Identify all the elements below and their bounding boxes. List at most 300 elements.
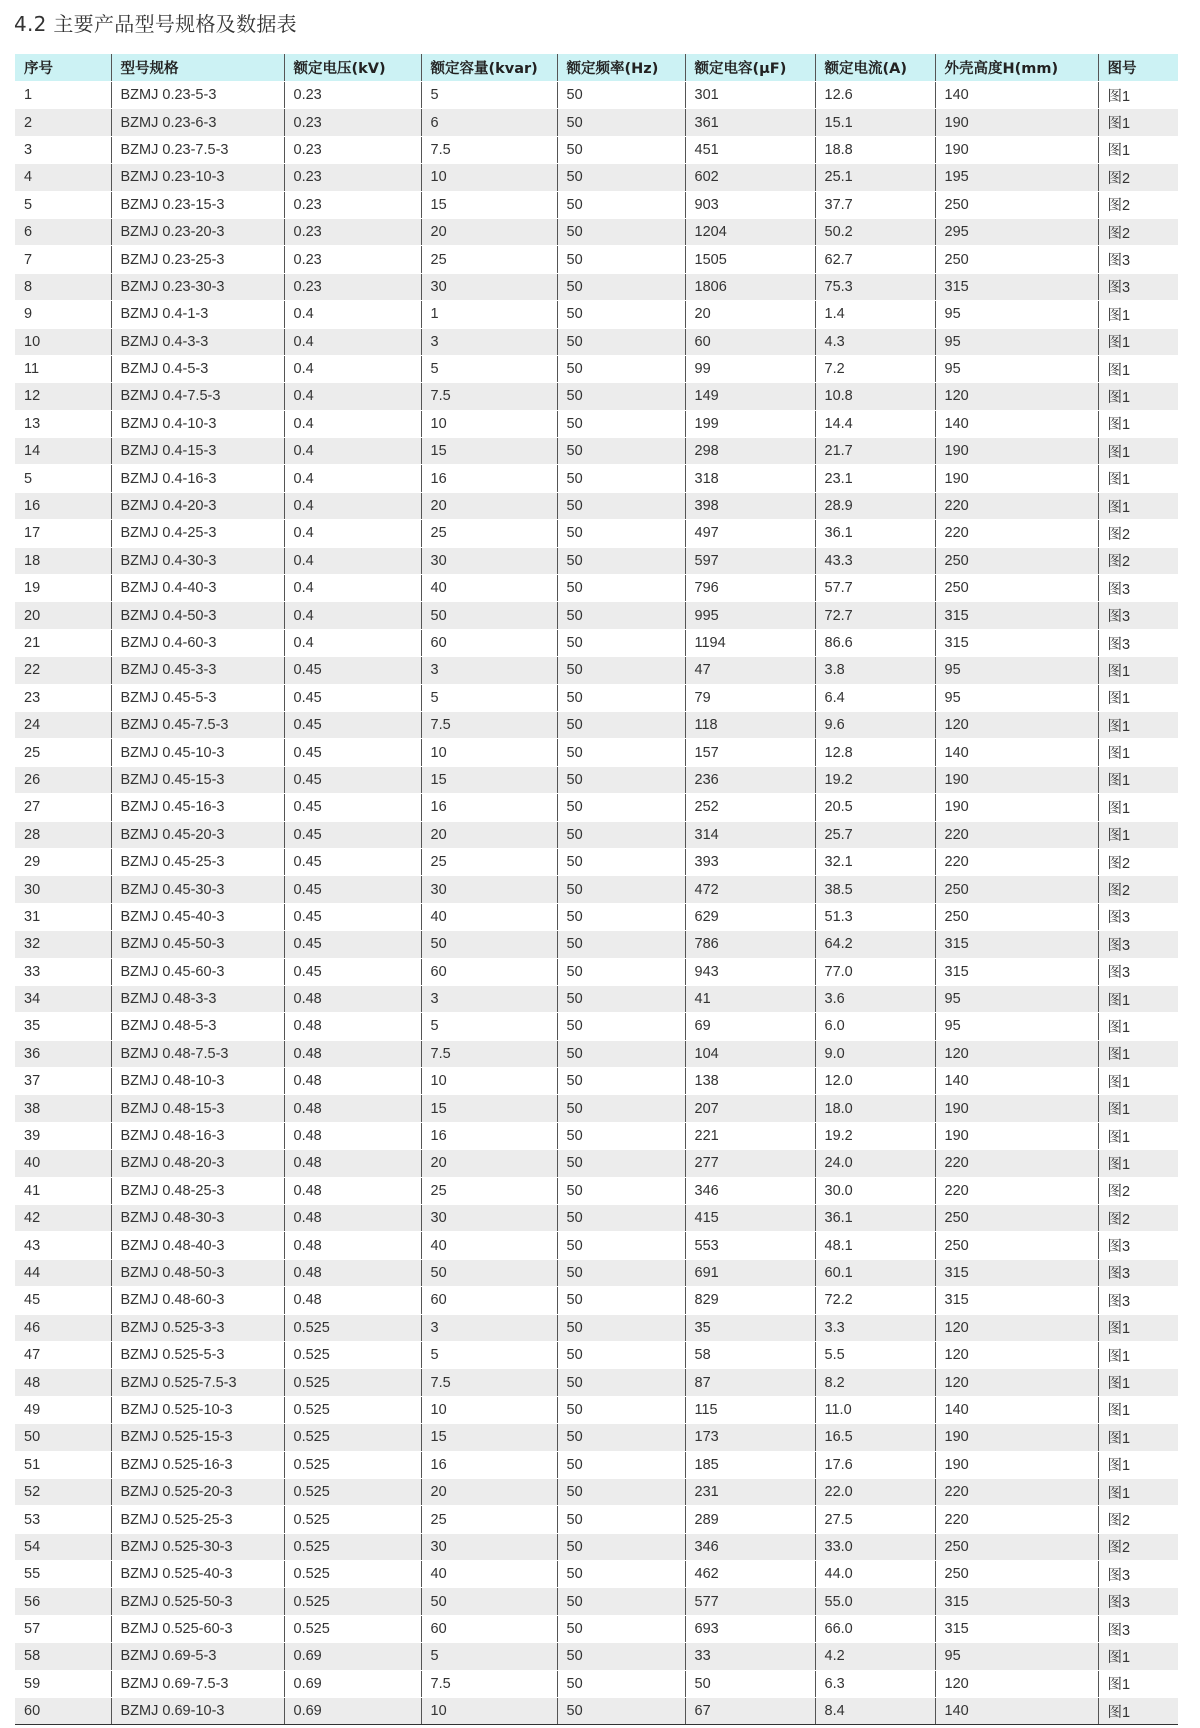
table-row	[15, 1396, 1178, 1423]
cell-current: 75.3	[815, 273, 935, 300]
cell-capacity: 10	[421, 1396, 557, 1423]
cell-figure: 图1	[1098, 1424, 1178, 1451]
cell-current: 32.1	[815, 848, 935, 875]
cell-height: 195	[935, 164, 1098, 191]
cell-index: 40	[15, 1150, 111, 1177]
cell-figure: 图3	[1098, 602, 1178, 629]
cell-index: 33	[15, 958, 111, 985]
cell-model: BZMJ 0.23-6-3	[111, 109, 284, 136]
cell-capacitance: 231	[685, 1478, 815, 1505]
table-row	[15, 739, 1178, 766]
cell-frequency: 50	[557, 657, 685, 684]
cell-capacity: 16	[421, 465, 557, 492]
cell-height: 220	[935, 1177, 1098, 1204]
cell-frequency: 50	[557, 136, 685, 163]
cell-figure: 图1	[1098, 657, 1178, 684]
cell-figure: 图2	[1098, 191, 1178, 218]
cell-height: 220	[935, 848, 1098, 875]
cell-current: 9.0	[815, 1040, 935, 1067]
cell-current: 14.4	[815, 410, 935, 437]
cell-model: BZMJ 0.45-25-3	[111, 848, 284, 875]
cell-capacitance: 829	[685, 1287, 815, 1314]
cell-model: BZMJ 0.48-20-3	[111, 1150, 284, 1177]
cell-index: 45	[15, 1287, 111, 1314]
cell-current: 9.6	[815, 711, 935, 738]
cell-index: 26	[15, 766, 111, 793]
table-row	[15, 492, 1178, 519]
cell-figure: 图3	[1098, 1232, 1178, 1259]
cell-capacity: 7.5	[421, 1040, 557, 1067]
cell-capacitance: 346	[685, 1177, 815, 1204]
cell-height: 315	[935, 273, 1098, 300]
cell-figure: 图1	[1098, 1013, 1178, 1040]
table-row	[15, 1670, 1178, 1697]
cell-capacitance: 138	[685, 1068, 815, 1095]
cell-height: 120	[935, 1314, 1098, 1341]
cell-current: 17.6	[815, 1451, 935, 1478]
cell-frequency: 50	[557, 410, 685, 437]
cell-index: 20	[15, 602, 111, 629]
cell-figure: 图1	[1098, 136, 1178, 163]
cell-height: 95	[935, 1643, 1098, 1670]
cell-model: BZMJ 0.525-7.5-3	[111, 1369, 284, 1396]
cell-capacitance: 903	[685, 191, 815, 218]
cell-capacity: 5	[421, 684, 557, 711]
table-row	[15, 794, 1178, 821]
cell-height: 190	[935, 1451, 1098, 1478]
cell-current: 77.0	[815, 958, 935, 985]
cell-frequency: 50	[557, 848, 685, 875]
cell-model: BZMJ 0.4-25-3	[111, 520, 284, 547]
cell-index: 27	[15, 794, 111, 821]
cell-frequency: 50	[557, 1478, 685, 1505]
cell-index: 53	[15, 1506, 111, 1533]
table-row	[15, 766, 1178, 793]
cell-figure: 图1	[1098, 328, 1178, 355]
table-row	[15, 109, 1178, 136]
cell-model: BZMJ 0.525-5-3	[111, 1341, 284, 1368]
cell-capacitance: 1806	[685, 273, 815, 300]
table-row	[15, 355, 1178, 382]
cell-model: BZMJ 0.525-16-3	[111, 1451, 284, 1478]
cell-frequency: 50	[557, 1150, 685, 1177]
cell-frequency: 50	[557, 1013, 685, 1040]
cell-current: 33.0	[815, 1533, 935, 1560]
table-row	[15, 629, 1178, 656]
col-header-figure: 图号	[1098, 54, 1178, 82]
cell-voltage: 0.48	[284, 1287, 421, 1314]
cell-capacitance: 207	[685, 1095, 815, 1122]
cell-current: 36.1	[815, 1205, 935, 1232]
cell-capacitance: 693	[685, 1615, 815, 1642]
cell-height: 95	[935, 985, 1098, 1012]
cell-voltage: 0.69	[284, 1643, 421, 1670]
table-row	[15, 657, 1178, 684]
cell-index: 43	[15, 1232, 111, 1259]
cell-height: 250	[935, 246, 1098, 273]
cell-height: 220	[935, 1478, 1098, 1505]
cell-current: 6.4	[815, 684, 935, 711]
cell-voltage: 0.23	[284, 136, 421, 163]
cell-index: 2	[15, 109, 111, 136]
cell-capacitance: 60	[685, 328, 815, 355]
cell-capacitance: 1204	[685, 218, 815, 245]
cell-current: 44.0	[815, 1561, 935, 1588]
cell-current: 25.1	[815, 164, 935, 191]
cell-frequency: 50	[557, 684, 685, 711]
cell-capacity: 5	[421, 1341, 557, 1368]
col-header-frequency: 额定频率(Hz)	[557, 54, 685, 82]
cell-capacity: 25	[421, 1506, 557, 1533]
cell-capacity: 10	[421, 410, 557, 437]
cell-voltage: 0.45	[284, 903, 421, 930]
cell-capacitance: 398	[685, 492, 815, 519]
table-row	[15, 1177, 1178, 1204]
cell-height: 315	[935, 1615, 1098, 1642]
cell-figure: 图3	[1098, 1287, 1178, 1314]
cell-voltage: 0.69	[284, 1670, 421, 1697]
cell-index: 4	[15, 164, 111, 191]
cell-index: 12	[15, 383, 111, 410]
cell-voltage: 0.48	[284, 1068, 421, 1095]
cell-voltage: 0.45	[284, 684, 421, 711]
cell-current: 7.2	[815, 355, 935, 382]
cell-index: 16	[15, 492, 111, 519]
cell-frequency: 50	[557, 492, 685, 519]
cell-height: 95	[935, 328, 1098, 355]
cell-index: 5	[15, 465, 111, 492]
cell-voltage: 0.4	[284, 547, 421, 574]
cell-height: 190	[935, 1122, 1098, 1149]
cell-model: BZMJ 0.4-30-3	[111, 547, 284, 574]
cell-voltage: 0.23	[284, 191, 421, 218]
cell-voltage: 0.48	[284, 1205, 421, 1232]
cell-current: 18.8	[815, 136, 935, 163]
cell-figure: 图1	[1098, 1314, 1178, 1341]
cell-current: 15.1	[815, 109, 935, 136]
cell-capacity: 60	[421, 1615, 557, 1642]
cell-index: 3	[15, 136, 111, 163]
cell-voltage: 0.525	[284, 1533, 421, 1560]
cell-frequency: 50	[557, 164, 685, 191]
cell-frequency: 50	[557, 328, 685, 355]
cell-capacitance: 462	[685, 1561, 815, 1588]
cell-index: 41	[15, 1177, 111, 1204]
cell-capacity: 15	[421, 1095, 557, 1122]
table-row	[15, 602, 1178, 629]
cell-voltage: 0.4	[284, 602, 421, 629]
cell-figure: 图3	[1098, 273, 1178, 300]
cell-figure: 图1	[1098, 1396, 1178, 1423]
cell-frequency: 50	[557, 575, 685, 602]
cell-current: 4.3	[815, 328, 935, 355]
cell-voltage: 0.48	[284, 1040, 421, 1067]
cell-figure: 图3	[1098, 931, 1178, 958]
table-row	[15, 410, 1178, 437]
cell-model: BZMJ 0.48-25-3	[111, 1177, 284, 1204]
cell-model: BZMJ 0.23-10-3	[111, 164, 284, 191]
cell-current: 72.2	[815, 1287, 935, 1314]
cell-height: 140	[935, 410, 1098, 437]
cell-capacity: 20	[421, 1478, 557, 1505]
cell-index: 55	[15, 1561, 111, 1588]
cell-figure: 图2	[1098, 164, 1178, 191]
cell-current: 12.8	[815, 739, 935, 766]
cell-frequency: 50	[557, 1698, 685, 1725]
cell-index: 52	[15, 1478, 111, 1505]
cell-frequency: 50	[557, 109, 685, 136]
cell-index: 56	[15, 1588, 111, 1615]
cell-capacitance: 393	[685, 848, 815, 875]
cell-capacity: 15	[421, 766, 557, 793]
cell-index: 19	[15, 575, 111, 602]
cell-figure: 图3	[1098, 629, 1178, 656]
cell-height: 140	[935, 82, 1098, 109]
cell-index: 31	[15, 903, 111, 930]
cell-capacity: 25	[421, 1177, 557, 1204]
cell-current: 60.1	[815, 1259, 935, 1286]
cell-figure: 图3	[1098, 958, 1178, 985]
cell-capacity: 30	[421, 547, 557, 574]
cell-figure: 图1	[1098, 383, 1178, 410]
cell-height: 250	[935, 1205, 1098, 1232]
cell-frequency: 50	[557, 1177, 685, 1204]
cell-model: BZMJ 0.4-1-3	[111, 301, 284, 328]
cell-capacitance: 104	[685, 1040, 815, 1067]
cell-figure: 图1	[1098, 711, 1178, 738]
table-row	[15, 1287, 1178, 1314]
cell-capacitance: 1194	[685, 629, 815, 656]
cell-height: 250	[935, 547, 1098, 574]
cell-capacity: 10	[421, 164, 557, 191]
cell-frequency: 50	[557, 629, 685, 656]
cell-voltage: 0.23	[284, 109, 421, 136]
cell-index: 29	[15, 848, 111, 875]
cell-frequency: 50	[557, 1396, 685, 1423]
table-row	[15, 383, 1178, 410]
cell-current: 4.2	[815, 1643, 935, 1670]
cell-frequency: 50	[557, 958, 685, 985]
cell-capacitance: 629	[685, 903, 815, 930]
cell-height: 250	[935, 191, 1098, 218]
table-row	[15, 1095, 1178, 1122]
cell-voltage: 0.48	[284, 1150, 421, 1177]
cell-capacitance: 47	[685, 657, 815, 684]
cell-index: 36	[15, 1040, 111, 1067]
cell-capacitance: 115	[685, 1396, 815, 1423]
cell-model: BZMJ 0.23-5-3	[111, 82, 284, 109]
cell-frequency: 50	[557, 1040, 685, 1067]
cell-frequency: 50	[557, 383, 685, 410]
table-row	[15, 1424, 1178, 1451]
cell-current: 1.4	[815, 301, 935, 328]
cell-frequency: 50	[557, 465, 685, 492]
cell-current: 6.3	[815, 1670, 935, 1697]
cell-frequency: 50	[557, 903, 685, 930]
cell-figure: 图1	[1098, 301, 1178, 328]
table-row	[15, 301, 1178, 328]
cell-capacitance: 995	[685, 602, 815, 629]
cell-capacitance: 149	[685, 383, 815, 410]
cell-index: 59	[15, 1670, 111, 1697]
cell-model: BZMJ 0.45-60-3	[111, 958, 284, 985]
cell-index: 21	[15, 629, 111, 656]
cell-capacitance: 199	[685, 410, 815, 437]
cell-capacity: 30	[421, 876, 557, 903]
cell-figure: 图3	[1098, 575, 1178, 602]
cell-capacitance: 786	[685, 931, 815, 958]
cell-current: 38.5	[815, 876, 935, 903]
cell-current: 8.2	[815, 1369, 935, 1396]
cell-voltage: 0.48	[284, 1177, 421, 1204]
cell-frequency: 50	[557, 1068, 685, 1095]
cell-index: 18	[15, 547, 111, 574]
cell-figure: 图1	[1098, 492, 1178, 519]
cell-voltage: 0.4	[284, 629, 421, 656]
cell-voltage: 0.4	[284, 301, 421, 328]
cell-height: 120	[935, 1341, 1098, 1368]
cell-figure: 图3	[1098, 246, 1178, 273]
cell-model: BZMJ 0.48-50-3	[111, 1259, 284, 1286]
cell-capacity: 50	[421, 931, 557, 958]
cell-current: 19.2	[815, 766, 935, 793]
cell-model: BZMJ 0.48-3-3	[111, 985, 284, 1012]
cell-index: 1	[15, 82, 111, 109]
table-row	[15, 191, 1178, 218]
cell-voltage: 0.23	[284, 164, 421, 191]
cell-model: BZMJ 0.45-3-3	[111, 657, 284, 684]
cell-voltage: 0.23	[284, 218, 421, 245]
cell-capacity: 40	[421, 575, 557, 602]
cell-frequency: 50	[557, 1424, 685, 1451]
cell-current: 37.7	[815, 191, 935, 218]
cell-frequency: 50	[557, 1095, 685, 1122]
cell-voltage: 0.4	[284, 328, 421, 355]
cell-current: 64.2	[815, 931, 935, 958]
cell-height: 120	[935, 711, 1098, 738]
cell-voltage: 0.45	[284, 848, 421, 875]
cell-current: 12.6	[815, 82, 935, 109]
cell-figure: 图3	[1098, 1561, 1178, 1588]
cell-current: 50.2	[815, 218, 935, 245]
cell-capacitance: 314	[685, 821, 815, 848]
cell-model: BZMJ 0.4-5-3	[111, 355, 284, 382]
cell-index: 17	[15, 520, 111, 547]
table-row	[15, 1533, 1178, 1560]
cell-index: 28	[15, 821, 111, 848]
table-row	[15, 958, 1178, 985]
cell-index: 6	[15, 218, 111, 245]
cell-figure: 图2	[1098, 848, 1178, 875]
cell-index: 8	[15, 273, 111, 300]
cell-voltage: 0.4	[284, 575, 421, 602]
cell-figure: 图2	[1098, 1506, 1178, 1533]
cell-figure: 图1	[1098, 82, 1178, 109]
cell-voltage: 0.45	[284, 739, 421, 766]
cell-voltage: 0.48	[284, 1013, 421, 1040]
cell-voltage: 0.45	[284, 958, 421, 985]
cell-model: BZMJ 0.525-15-3	[111, 1424, 284, 1451]
cell-current: 11.0	[815, 1396, 935, 1423]
cell-current: 3.3	[815, 1314, 935, 1341]
cell-model: BZMJ 0.45-30-3	[111, 876, 284, 903]
cell-capacity: 50	[421, 1588, 557, 1615]
cell-model: BZMJ 0.4-10-3	[111, 410, 284, 437]
cell-current: 48.1	[815, 1232, 935, 1259]
cell-current: 8.4	[815, 1698, 935, 1725]
cell-height: 250	[935, 876, 1098, 903]
cell-capacitance: 318	[685, 465, 815, 492]
cell-capacity: 7.5	[421, 1670, 557, 1697]
cell-frequency: 50	[557, 1643, 685, 1670]
table-row	[15, 1369, 1178, 1396]
cell-figure: 图1	[1098, 1643, 1178, 1670]
cell-capacitance: 597	[685, 547, 815, 574]
cell-index: 42	[15, 1205, 111, 1232]
cell-voltage: 0.4	[284, 410, 421, 437]
cell-height: 250	[935, 1561, 1098, 1588]
table-row	[15, 1615, 1178, 1642]
cell-voltage: 0.525	[284, 1424, 421, 1451]
cell-capacity: 25	[421, 848, 557, 875]
cell-capacity: 25	[421, 246, 557, 273]
cell-voltage: 0.45	[284, 657, 421, 684]
cell-voltage: 0.525	[284, 1615, 421, 1642]
cell-capacitance: 602	[685, 164, 815, 191]
cell-capacitance: 118	[685, 711, 815, 738]
cell-frequency: 50	[557, 273, 685, 300]
cell-capacity: 50	[421, 602, 557, 629]
table-row	[15, 547, 1178, 574]
cell-capacity: 15	[421, 438, 557, 465]
cell-frequency: 50	[557, 711, 685, 738]
cell-capacity: 5	[421, 1643, 557, 1670]
cell-figure: 图1	[1098, 1150, 1178, 1177]
cell-height: 315	[935, 602, 1098, 629]
table-row	[15, 1478, 1178, 1505]
cell-voltage: 0.48	[284, 985, 421, 1012]
cell-index: 13	[15, 410, 111, 437]
col-header-current: 额定电流(A)	[815, 54, 935, 82]
cell-current: 16.5	[815, 1424, 935, 1451]
cell-height: 315	[935, 629, 1098, 656]
cell-model: BZMJ 0.525-25-3	[111, 1506, 284, 1533]
cell-height: 220	[935, 1506, 1098, 1533]
table-row	[15, 1040, 1178, 1067]
cell-model: BZMJ 0.4-3-3	[111, 328, 284, 355]
cell-model: BZMJ 0.525-50-3	[111, 1588, 284, 1615]
table-row	[15, 1232, 1178, 1259]
cell-model: BZMJ 0.69-5-3	[111, 1643, 284, 1670]
cell-voltage: 0.525	[284, 1561, 421, 1588]
cell-capacitance: 20	[685, 301, 815, 328]
cell-model: BZMJ 0.4-7.5-3	[111, 383, 284, 410]
cell-capacitance: 577	[685, 1588, 815, 1615]
cell-frequency: 50	[557, 794, 685, 821]
cell-capacitance: 943	[685, 958, 815, 985]
table-row	[15, 246, 1178, 273]
table-row	[15, 1013, 1178, 1040]
cell-capacity: 10	[421, 1068, 557, 1095]
cell-capacity: 10	[421, 1698, 557, 1725]
spec-table	[15, 54, 1178, 1725]
cell-index: 51	[15, 1451, 111, 1478]
cell-height: 220	[935, 1150, 1098, 1177]
cell-index: 48	[15, 1369, 111, 1396]
cell-capacitance: 99	[685, 355, 815, 382]
cell-model: BZMJ 0.48-5-3	[111, 1013, 284, 1040]
cell-model: BZMJ 0.45-10-3	[111, 739, 284, 766]
